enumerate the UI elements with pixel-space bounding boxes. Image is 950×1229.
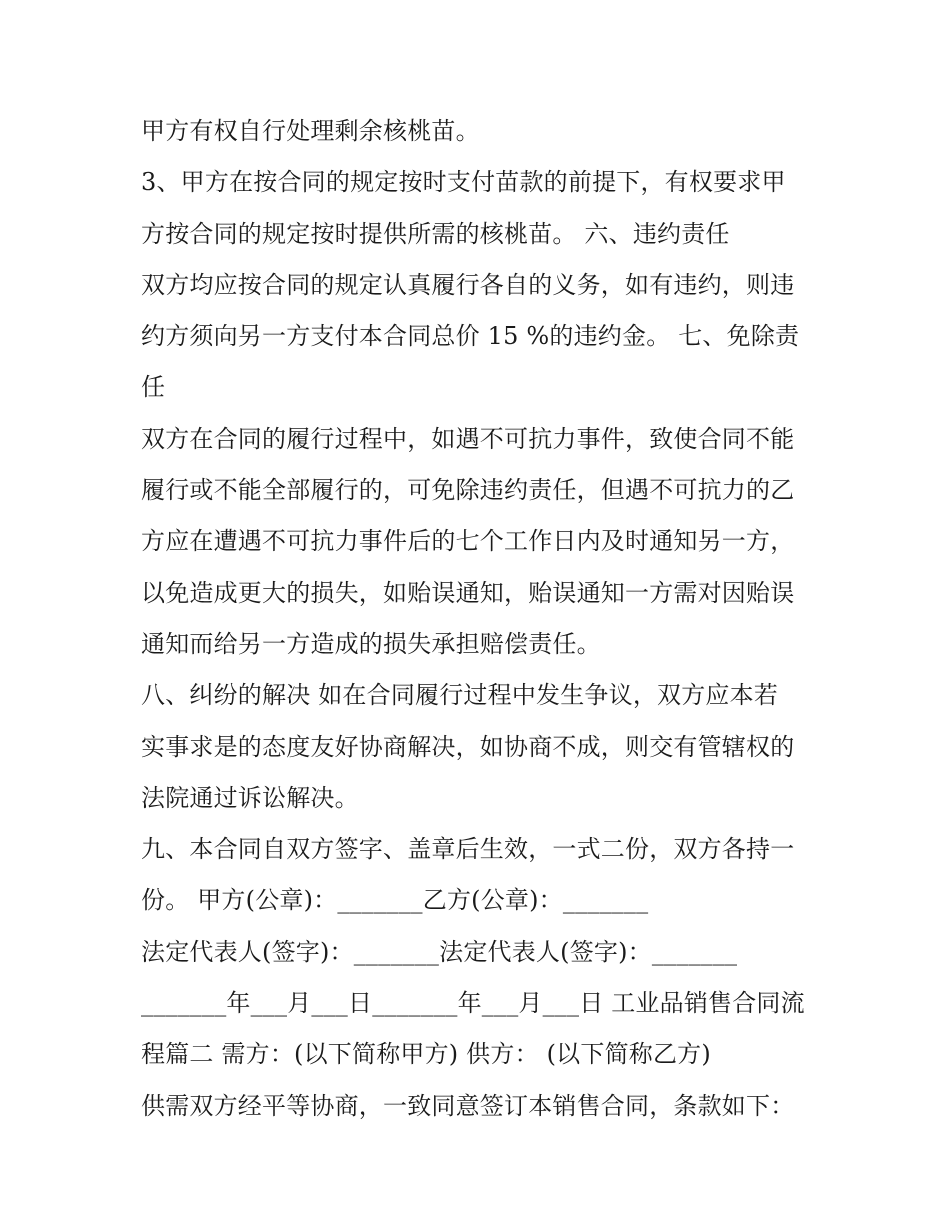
text-line: 法定代表人(签字)：_______法定代表人(签字)：_______ — [141, 937, 738, 966]
text-line: 供需双方经平等协商，一致同意签订本销售合同，条款如下： — [141, 1091, 795, 1120]
text-line: 方应在遭遇不可抗力事件后的七个工作日内及时通知另一方， — [141, 527, 795, 556]
text-line: 实事求是的态度友好协商解决，如协商不成，则交有管辖权的 — [141, 732, 795, 761]
text-line: 3、甲方在按合同的规定按时支付苗款的前提下，有权要求甲 — [141, 168, 786, 197]
text-line: 八、纠纷的解决 如在合同履行过程中发生争议，双方应本若 — [141, 681, 779, 710]
text-line: 双方均应按合同的规定认真履行各自的义务，如有违约，则违 — [141, 270, 795, 299]
text-line: 以免造成更大的损失，如贻误通知，贻误通知一方需对因贻误 — [141, 578, 795, 607]
text-line: _______年___月___日_______年___月___日 工业品销售合同流 — [141, 989, 805, 1018]
text-line: 份。 甲方(公章)：_______乙方(公章)：_______ — [141, 886, 649, 915]
text-line: 通知而给另一方造成的损失承担赔偿责任。 — [141, 629, 601, 658]
text-line: 九、本合同自双方签字、盖章后生效，一式二份，双方各持一 — [141, 835, 795, 864]
text-line: 甲方有权自行处理剩余核桃苗。 — [141, 117, 480, 145]
text-line: 方按合同的规定按时提供所需的核桃苗。 六、违约责任 — [141, 219, 730, 248]
text-line: 履行或不能全部履行的，可免除违约责任，但遇不可抗力的乙 — [141, 476, 795, 505]
text-line: 任 — [141, 373, 166, 402]
text-line: 程篇二 需方：(以下简称甲方) 供方： (以下简称乙方) — [141, 1040, 711, 1069]
text-line: 约方须向另一方支付本合同总价 15 %的违约金。 七、免除责 — [141, 322, 800, 351]
text-line: 法院通过诉讼解决。 — [141, 783, 359, 812]
text-line: 双方在合同的履行过程中，如遇不可抗力事件，致使合同不能 — [141, 424, 795, 453]
contract-text — [141, 106, 831, 1132]
